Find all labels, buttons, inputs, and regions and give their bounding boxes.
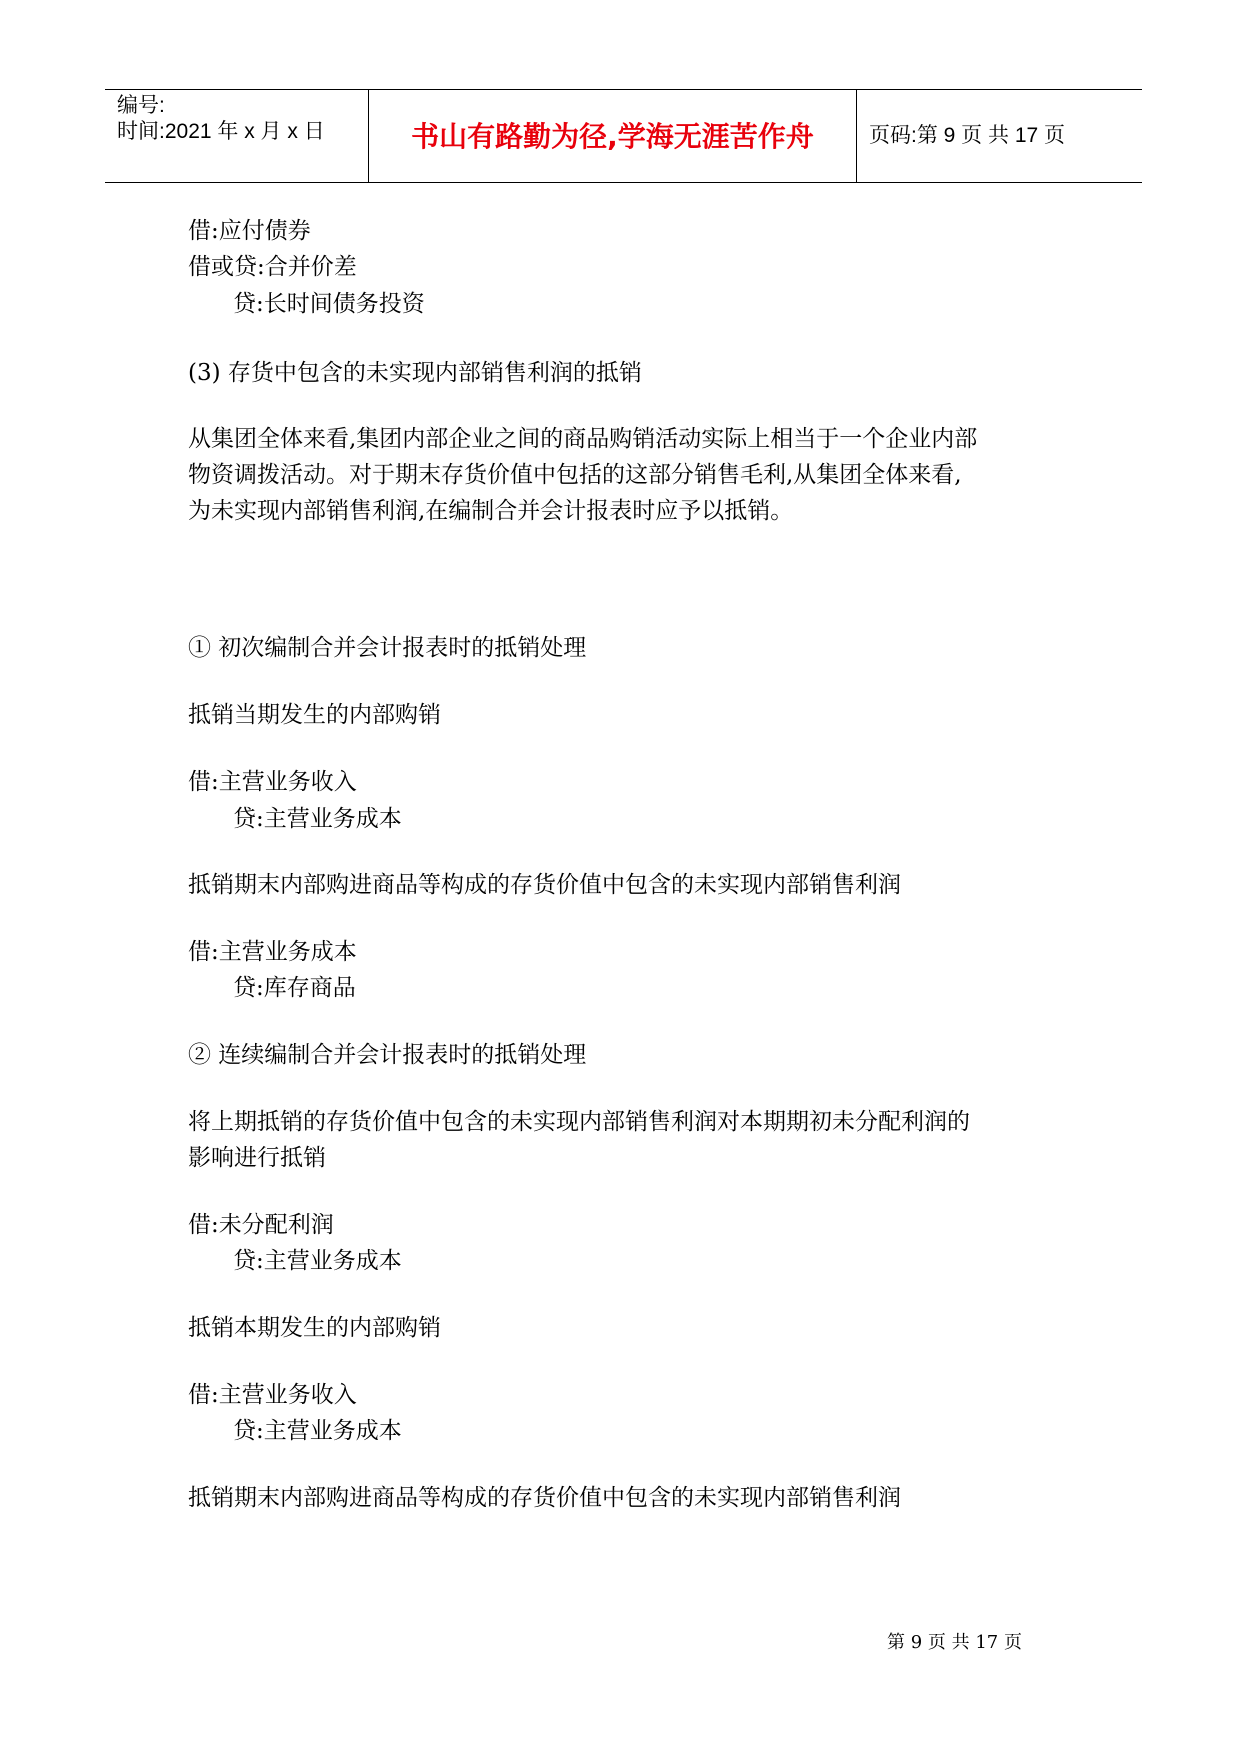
paragraph-line-3: 为未实现内部销售利润,在编制合并会计报表时应予以抵销。 [188, 498, 794, 524]
credit-line: 贷:主营业务成本 [233, 1248, 402, 1274]
section-heading-3: (3) 存货中包含的未实现内部销售利润的抵销 [188, 360, 642, 386]
debit-bonds-payable: 借:应付债券 [188, 218, 311, 244]
debit-line: 借:主营业务收入 [188, 769, 357, 795]
entry-caption: 抵销期末内部购进商品等构成的存货价值中包含的未实现内部销售利润 [188, 872, 901, 898]
page-header [105, 89, 1142, 183]
credit-line: 贷:主营业务成本 [233, 806, 402, 832]
footer-page-number: 第 9 页 共 17 页 [887, 1632, 1022, 1653]
debit-line: 借:主营业务收入 [188, 1382, 357, 1408]
paragraph-line-1: 从集团全体来看,集团内部企业之间的商品购销活动实际上相当于一个企业内部 [188, 426, 978, 452]
header-motto: 书山有路勤为径,学海无涯苦作舟 [411, 120, 814, 153]
subsection-heading-1: ① 初次编制合并会计报表时的抵销处理 [188, 635, 587, 661]
entry-caption: 抵销本期发生的内部购销 [188, 1315, 441, 1341]
document-time-label: 时间:2021 年 x 月 x 日 [117, 120, 325, 143]
debit-line: 借:未分配利润 [188, 1212, 334, 1238]
header-motto-cell [369, 90, 857, 182]
document-number-label: 编号: [117, 94, 165, 117]
header-info-cell [105, 90, 369, 182]
header-page-number: 页码:第 9 页 共 17 页 [869, 124, 1066, 147]
entry-caption-line-2: 影响进行抵销 [188, 1145, 326, 1171]
subsection-heading-2: ② 连续编制合并会计报表时的抵销处理 [188, 1042, 587, 1068]
entry-caption: 抵销期末内部购进商品等构成的存货价值中包含的未实现内部销售利润 [188, 1485, 901, 1511]
credit-long-term-debt-investment: 贷:长时间债务投资 [233, 291, 425, 317]
entry-caption: 抵销当期发生的内部购销 [188, 702, 441, 728]
entry-caption-line-1: 将上期抵销的存货价值中包含的未实现内部销售利润对本期期初未分配利润的 [188, 1109, 970, 1135]
credit-line: 贷:主营业务成本 [233, 1418, 402, 1444]
debit-line: 借:主营业务成本 [188, 939, 357, 965]
paragraph-line-2: 物资调拨活动。对于期末存货价值中包括的这部分销售毛利,从集团全体来看, [188, 462, 962, 488]
credit-line: 贷:库存商品 [233, 975, 356, 1001]
header-page-cell [857, 90, 1142, 182]
debit-or-credit-merge-difference: 借或贷:合并价差 [188, 254, 357, 280]
